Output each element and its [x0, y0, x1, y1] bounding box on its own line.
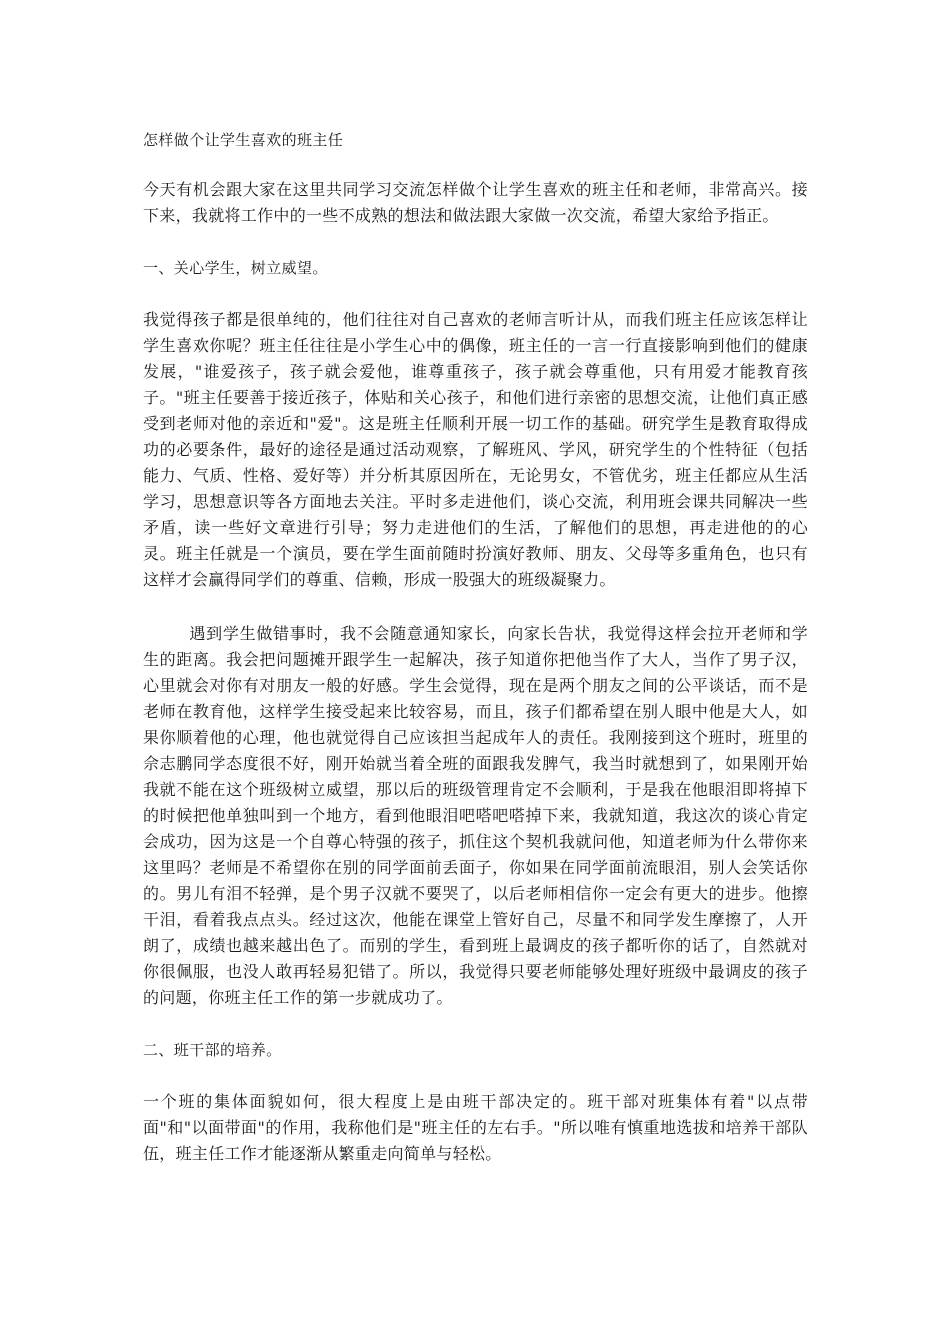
section-2-paragraph-1: 一个班的集体面貌如何，很大程度上是由班干部决定的。班干部对班集体有着"以点带面"和"以面带面"的作用，我称他们是"班主任的左右手。"所以唯有慎重地选拔和培养干部队伍，班主任工作才能逐渐从繁重走向简单与轻松。 [143, 1092, 808, 1163]
section-1-heading: 一、关心学生，树立威望。 [143, 259, 328, 277]
section-1-paragraph-1: 我觉得孩子都是很单纯的，他们往往对自己喜欢的老师言听计从，而我们班主任应该怎样让学生喜欢你呢？班主任往往是小学生心中的偶像，班主任的一言一行直接影响到他们的健康发展，"谁爱孩子，孩子就会爱他，谁尊重孩子，孩子就会尊重他，只有用爱才能教育孩子。"班主任要善于接近孩子，体贴和关心孩子，和他们进行亲密的思想交流，让他们真正感受到老师对他的亲近和"爱"。这是班主任顺利开展一切工作的基础。研究学生是教育取得成功的必要条件，最好的途径是通过活动观察，了解班风、学风，研究学生的个性特征（包括能力、气质、性格、爱好等）并分析其原因所在，无论男女，不管优劣，班主任都应从生活学习，思想意识等各方面地去关注。平时多走进他们，谈心交流，利用班会课共同解决一些矛盾，读一些好文章进行引导；努力走进他们的生活，了解他们的思想，再走进他的的心灵。班主任就是一个演员，要在学生面前随时扮演好教师、朋友、父母等多重角色，也只有这样才会赢得同学们的尊重、信赖，形成一股强大的班级凝聚力。 [143, 310, 808, 589]
section-2-heading: 二、班干部的培养。 [143, 1041, 282, 1059]
document-page [143, 129, 808, 1195]
section-1-paragraph-2: 遇到学生做错事时，我不会随意通知家长，向家长告状，我觉得这样会拉开老师和学生的距离。我会把问题摊开跟学生一起解决，孩子知道你把他当作了大人，当作了男子汉，心里就会对你有对朋友一般的好感。学生会觉得，现在是两个朋友之间的公平谈话，而不是老师在教育他，这样学生接受起来比较容易，而且，孩子们都希望在别人眼中他是大人，如果你顺着他的心理，他也就觉得自己应该担当起成年人的责任。我刚接到这个班时，班里的佘志鹏同学态度很不好，刚开始就当着全班的面跟我发脾气，我当时就想到了，如果刚开始我就不能在这个班级树立威望，那以后的班级管理肯定不会顺利，于是我在他眼泪即将掉下的时候把他单独叫到一个地方，看到他眼泪吧嗒吧嗒掉下来，我就知道，我这次的谈心肯定会成功，因为这是一个自尊心特强的孩子，抓住这个契机我就问他，知道老师为什么带你来这里吗？老师是不希望你在别的同学面前丢面子，你如果在同学面前流眼泪，别人会笑话你的。男儿有泪不轻弹，是个男子汉就不要哭了，以后老师相信你一定会有更大的进步。他擦干泪，看着我点点头。经过这次，他能在课堂上管好自己，尽量不和同学发生摩擦了，人开朗了，成绩也越来越出色了。而别的学生，看到班上最调皮的孩子都听你的话了，自然就对你很佩服，也没人敢再轻易犯错了。所以，我觉得只要老师能够处理好班级中最调皮的孩子的问题，你班主任工作的第一步就成功了。 [143, 624, 808, 1007]
intro-paragraph: 今天有机会跟大家在这里共同学习交流怎样做个让学生喜欢的班主任和老师，非常高兴。接下来，我就将工作中的一些不成熟的想法和做法跟大家做一次交流，希望大家给予指正。 [143, 180, 808, 225]
document-title: 怎样做个让学生喜欢的班主任 [143, 131, 344, 149]
